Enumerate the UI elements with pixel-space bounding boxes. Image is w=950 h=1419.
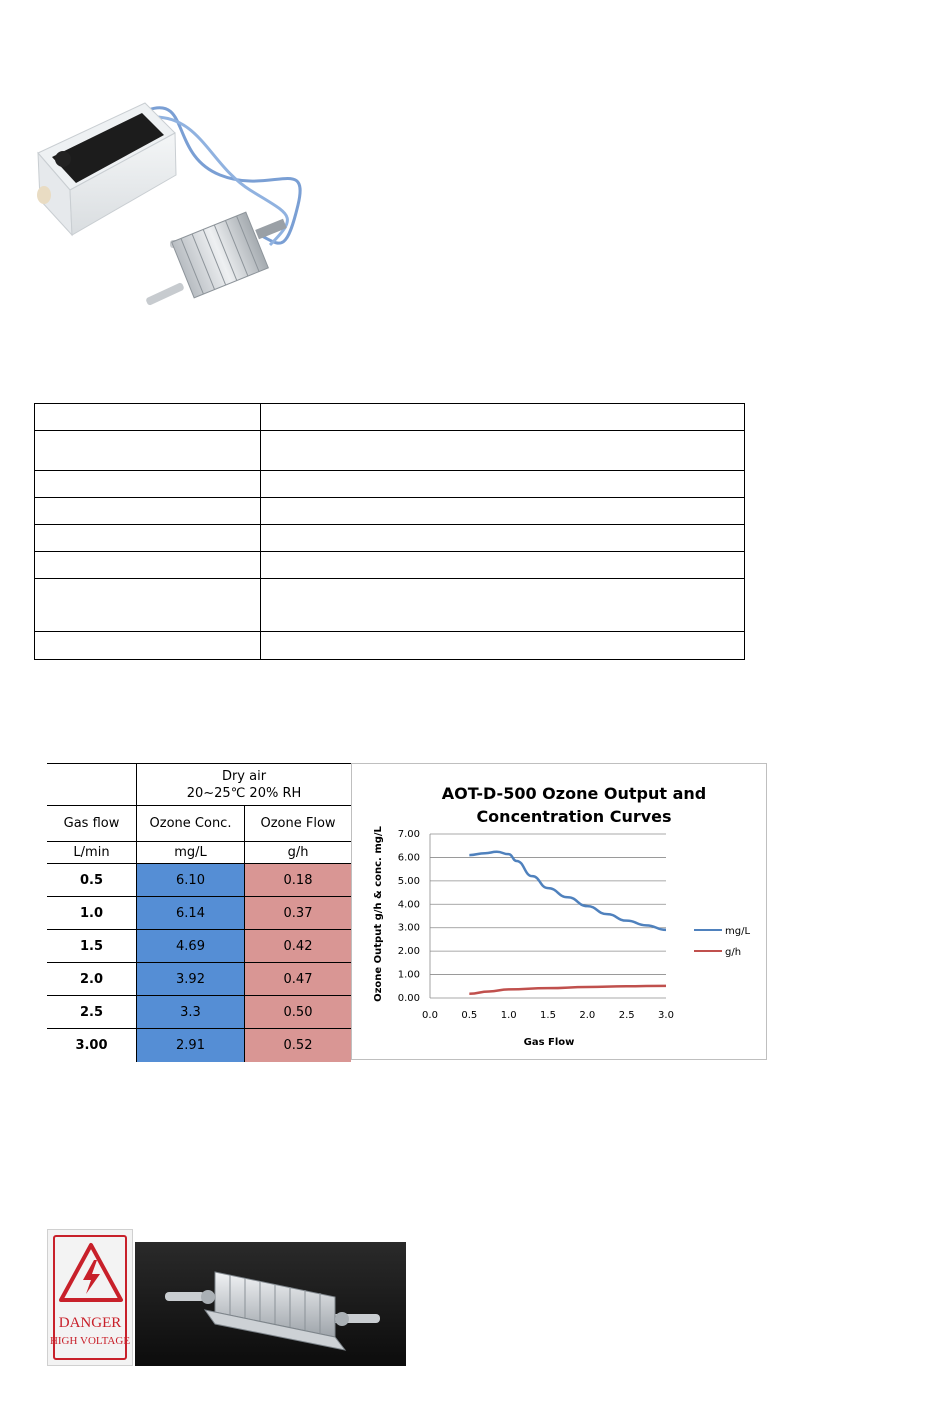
x-tick-label: 1.5 — [540, 1010, 556, 1021]
ozone-chart — [351, 763, 767, 1060]
y-tick-label: 2.00 — [397, 946, 420, 958]
chart-title-line-1: AOT-D-500 Ozone Output and — [441, 784, 707, 803]
spec-value — [261, 431, 745, 471]
chart-svg — [352, 764, 766, 1059]
ozone-conc-cell: 3.92 — [137, 963, 245, 996]
spec-label — [35, 471, 261, 498]
gas-flow-cell: 0.5 — [47, 864, 137, 897]
chart-legend — [694, 926, 750, 958]
condition-line-2: 20~25℃ 20% RH — [186, 785, 302, 801]
spec-value — [261, 579, 745, 632]
header-ozone-conc: Ozone Conc. — [137, 806, 245, 842]
legend-label: mg/L — [725, 926, 751, 937]
spec-row — [35, 404, 745, 431]
spec-label — [35, 552, 261, 579]
chart-title-line-2: Concentration Curves — [476, 807, 672, 826]
spec-row — [35, 431, 745, 471]
gas-flow-cell: 1.0 — [47, 897, 137, 930]
danger-sign — [47, 1229, 133, 1366]
ozone-cell-heatsink-photo — [135, 1242, 406, 1366]
series-line-g-per-h — [469, 986, 666, 994]
ozone-conc-cell: 6.14 — [137, 897, 245, 930]
gas-flow-cell: 3.00 — [47, 1029, 137, 1062]
table-row — [47, 1029, 351, 1062]
y-tick-label: 5.00 — [397, 875, 420, 887]
chart-x-axis-label: Gas Flow — [523, 1037, 575, 1048]
gas-flow-cell: 2.5 — [47, 996, 137, 1029]
y-tick-label: 0.00 — [397, 993, 420, 1004]
ozone-flow-cell: 0.18 — [245, 864, 352, 897]
gas-flow-cell: 1.5 — [47, 930, 137, 963]
table-row — [47, 930, 351, 963]
ozone-conc-cell: 3.3 — [137, 996, 245, 1029]
x-tick-label: 2.5 — [618, 1010, 635, 1021]
unit-ozone-conc: mg/L — [137, 842, 245, 864]
x-tick-label: 3.0 — [658, 1010, 674, 1021]
performance-table — [47, 763, 351, 1062]
y-tick-label: 6.00 — [397, 852, 420, 864]
spec-value — [261, 471, 745, 498]
chart-x-ticks — [422, 1010, 674, 1021]
unit-gas-flow: L/min — [47, 842, 137, 864]
unit-ozone-flow: g/h — [245, 842, 352, 864]
y-tick-label: 4.00 — [397, 899, 420, 911]
spec-value — [261, 404, 745, 431]
spec-row — [35, 632, 745, 660]
spec-table — [34, 403, 745, 660]
chart-y-axis-label: Ozone Output g/h & conc. mg/L — [373, 826, 384, 1002]
ozone-conc-cell: 4.69 — [137, 930, 245, 963]
table-row — [47, 996, 351, 1029]
table-row — [47, 864, 351, 897]
high-voltage-label: HIGH VOLTAGE — [49, 1335, 131, 1347]
spec-row — [35, 471, 745, 498]
spec-value — [261, 632, 745, 660]
series-line-mg-per-l — [469, 852, 666, 930]
table-row — [47, 963, 351, 996]
x-tick-label: 2.0 — [579, 1010, 596, 1021]
spec-row — [35, 552, 745, 579]
ozone-flow-cell: 0.47 — [245, 963, 352, 996]
x-tick-label: 0.5 — [461, 1010, 478, 1021]
spec-label — [35, 431, 261, 471]
y-tick-label: 3.00 — [397, 922, 420, 934]
legend-label: g/h — [725, 947, 742, 958]
spec-label — [35, 632, 261, 660]
spec-value — [261, 525, 745, 552]
spec-label — [35, 525, 261, 552]
spec-row — [35, 525, 745, 552]
table-corner-cell — [47, 764, 137, 806]
table-row — [47, 897, 351, 930]
header-gas-flow: Gas flow — [47, 806, 137, 842]
high-voltage-warning-icon — [58, 1242, 124, 1304]
chart-y-ticks — [398, 829, 420, 1004]
ozone-flow-cell: 0.42 — [245, 930, 352, 963]
x-tick-label: 1.0 — [500, 1010, 517, 1021]
gas-flow-cell: 2.0 — [47, 963, 137, 996]
spec-row — [35, 579, 745, 632]
spec-label — [35, 579, 261, 632]
spec-value — [261, 552, 745, 579]
danger-label: DANGER — [58, 1315, 122, 1331]
spec-row — [35, 498, 745, 525]
chart-series — [469, 852, 666, 994]
header-ozone-flow: Ozone Flow — [260, 816, 336, 831]
ozone-conc-cell: 2.91 — [137, 1029, 245, 1062]
x-tick-label: 0.0 — [422, 1010, 438, 1021]
chart-gridlines — [430, 834, 666, 998]
ozone-conc-cell: 6.10 — [137, 864, 245, 897]
spec-label — [35, 498, 261, 525]
ozone-flow-cell: 0.50 — [245, 996, 352, 1029]
spec-label — [35, 404, 261, 431]
y-tick-label: 1.00 — [397, 969, 420, 981]
condition-header — [137, 764, 352, 806]
spec-value — [261, 498, 745, 525]
ozone-flow-cell: 0.37 — [245, 897, 352, 930]
y-tick-label: 7.00 — [397, 829, 420, 840]
ozone-generator-photo — [30, 95, 320, 315]
condition-line-1: Dry air — [221, 768, 267, 784]
ozone-flow-cell: 0.52 — [245, 1029, 352, 1062]
